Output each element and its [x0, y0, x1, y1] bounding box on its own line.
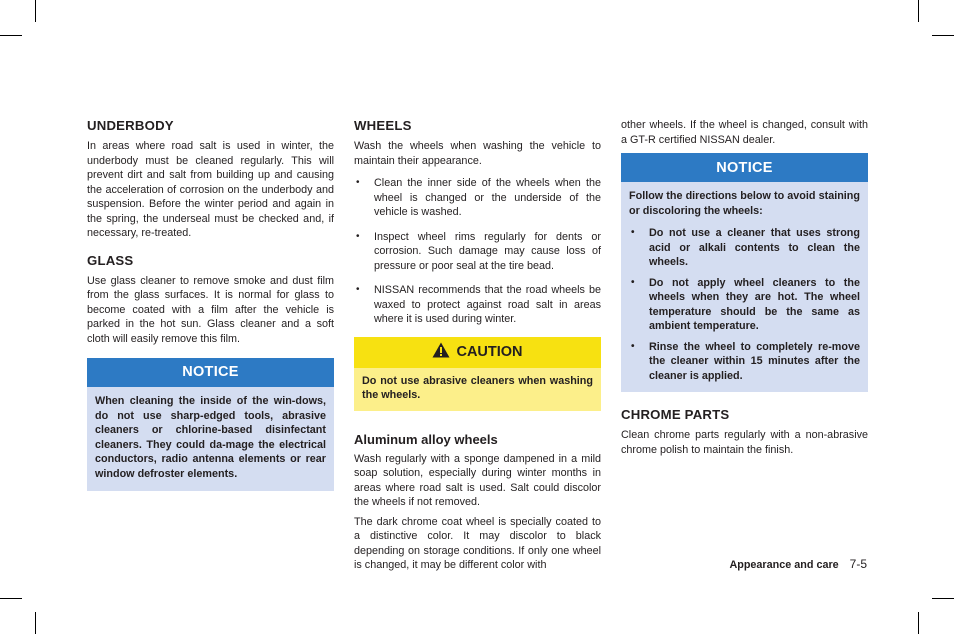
- warning-triangle-icon: [432, 342, 450, 358]
- chrome-text: Clean chrome parts regularly with a non-abrasive chrome polish to maintain the finish.: [621, 429, 868, 456]
- page-number: 7-5: [849, 557, 867, 571]
- crop-mark: [932, 35, 954, 36]
- page-footer: [729, 557, 867, 571]
- notice-bullet-list: [629, 226, 860, 383]
- caution-text: Do not use abrasive cleaners when washing the wheels.: [362, 374, 593, 402]
- notice-box-windows: [87, 358, 334, 491]
- bullet-icon: •: [631, 227, 635, 239]
- notice-box-wheels: [621, 153, 868, 392]
- column-left: [87, 118, 334, 505]
- list-item: • NISSAN recommends that the road wheels be waxed to protect against road salt in areas where it is used during winter.: [356, 284, 601, 325]
- notice-text: When cleaning the inside of the win-dows, do not use sharp-edged tools, abrasive cleaners or chlorine-based disinfectant cleaners. They could da-mage the electrical conductors, radio antenna elements or rear window defroster elements.: [95, 395, 326, 480]
- underbody-text: In areas where road salt is used in winter, the underbody must be cleaned regularly. This will prevent dirt and salt from building up and causing the acceleration of corrosion on the underbody and suspension. Before the winter period and again in the spring, the underseal must be checked and, if necessary, re-treated.: [87, 140, 334, 239]
- underbody-heading: UNDERBODY: [87, 118, 174, 133]
- crop-mark: [0, 35, 22, 36]
- list-item: • Inspect wheel rims regularly for dents or corrosion. Such damage may cause loss of pressure or poor seal at the tire bead.: [356, 230, 601, 272]
- chrome-section: [621, 407, 868, 457]
- bullet-icon: •: [356, 230, 360, 242]
- aluminum-section: [354, 432, 601, 573]
- list-item: • Do not apply wheel cleaners to the wheels when they are hot. The wheel temperature should be the same as ambient temperature.: [631, 276, 860, 333]
- glass-heading: GLASS: [87, 252, 134, 268]
- crop-mark: [35, 0, 36, 22]
- notice-intro: Follow the directions below to avoid staining or discoloring the wheels:: [629, 190, 860, 217]
- crop-mark: [35, 612, 36, 634]
- crop-mark: [0, 598, 22, 599]
- footer-section-name: Appearance and care: [729, 559, 839, 571]
- aluminum-para2: The dark chrome coat wheel is specially coated to a distinctive color. It may discolor to black depending on storage conditions. If only one wheel is changed, it may be different color with: [354, 515, 601, 572]
- caution-box: [354, 337, 601, 411]
- crop-mark: [932, 598, 954, 599]
- notice-title: NOTICE: [621, 153, 868, 182]
- aluminum-para2-continued: other wheels. If the wheel is changed, consult with a GT-R certified NISSAN dealer.: [621, 119, 868, 146]
- wheels-bullet-list: [354, 176, 601, 327]
- caution-title: CAUTION: [456, 343, 523, 360]
- list-item: • Rinse the wheel to completely re-move the cleaner within 15 minutes after the cleaner is applied.: [631, 340, 860, 382]
- bullet-icon: •: [631, 340, 635, 352]
- column-right: [621, 118, 868, 469]
- notice-title: NOTICE: [87, 358, 334, 387]
- wheels-section: [354, 118, 601, 327]
- glass-section: [87, 253, 334, 347]
- chrome-heading: CHROME PARTS: [621, 407, 730, 423]
- column-middle: [354, 118, 601, 585]
- list-item: • Do not use a cleaner that uses strong acid or alkali contents to clean the wheels.: [631, 227, 860, 269]
- wheels-intro: Wash the wheels when washing the vehicle to maintain their appearance.: [354, 140, 601, 167]
- aluminum-para1: Wash regularly with a sponge dampened in a mild soap solution, especially during winter months in areas where road salt is used. Salt could discolor the wheels if not removed.: [354, 452, 601, 509]
- aluminum-heading: Aluminum alloy wheels: [354, 431, 498, 447]
- bullet-icon: •: [356, 284, 360, 295]
- underbody-section: [87, 118, 334, 241]
- wheels-heading: WHEELS: [354, 118, 412, 133]
- glass-text: Use glass cleaner to remove smoke and dust film from the glass surfaces. It is normal for glass to become coated with a film after the vehicle is parked in the hot sun. Glass cleaner and a soft cloth will easily remove this film.: [87, 274, 334, 345]
- list-item: • Clean the inner side of the wheels when the wheel is changed or the underside of the vehicle is washed.: [356, 177, 601, 218]
- crop-mark: [918, 0, 919, 22]
- crop-mark: [918, 612, 919, 634]
- bullet-icon: •: [356, 177, 360, 188]
- bullet-icon: •: [631, 276, 635, 288]
